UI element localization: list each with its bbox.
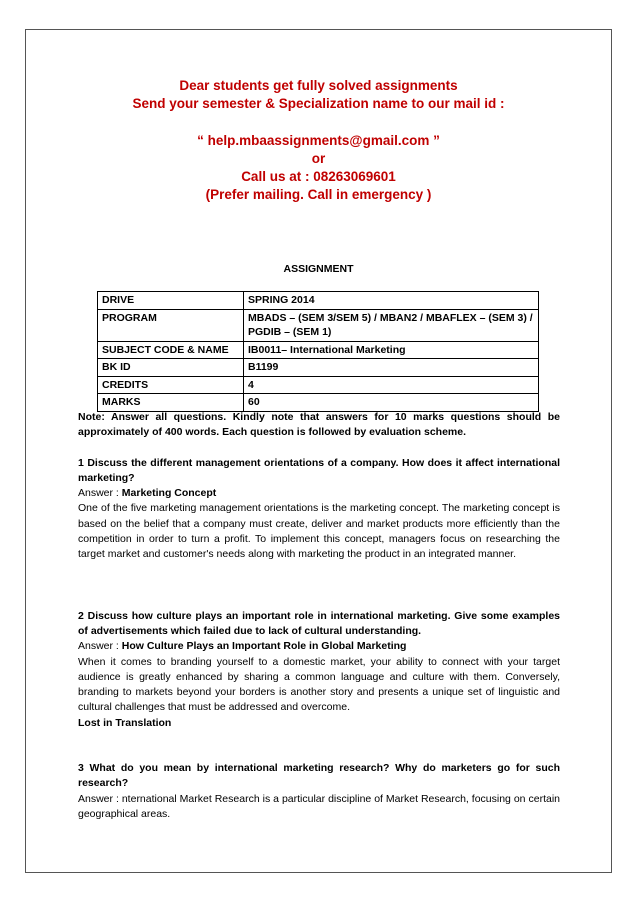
table-row	[98, 394, 539, 412]
row-key: MARKS	[98, 394, 244, 412]
table-row	[98, 376, 539, 394]
answer-2-text: When it comes to branding yourself to a domestic market, your ability to connect with your target audience is greatly enhanced by sharing a common language and culture with them. Conversely, branding to markets beyond your borders is another story and presents a unique set of linguistic and cultural challenges that must be addressed and overcome.	[78, 655, 560, 714]
row-value: MBADS – (SEM 3/SEM 5) / MBAN2 / MBAFLEX – (SEM 3) / PGDIB – (SEM 1)	[244, 309, 539, 341]
answer-2-heading	[78, 639, 560, 654]
question-2: 2 Discuss how culture plays an important role in international marketing. Give some examples of advertisements which failed due to lack of cultural understanding.	[78, 609, 560, 637]
question-1: 1 Discuss the different management orientations of a company. How does it affect international marketing?	[78, 456, 560, 484]
assignment-title: ASSIGNMENT	[283, 263, 354, 275]
row-value: 4	[244, 376, 539, 394]
assignment-info-table	[97, 291, 539, 412]
answer-1-heading	[78, 486, 560, 501]
row-value: IB0011– International Marketing	[244, 341, 539, 359]
answer-title: How Culture Plays an Important Role in Global Marketing	[121, 640, 407, 653]
contact-header	[25, 77, 612, 205]
answer-1-text: One of the five marketing management orientations is the marketing concept. The marketing concept is based on the belief that a company must create, deliver and market products more efficiently than the competition in order to turn a profit. To implement this concept, managers focus on researching the target market and customer's needs along with marketing the product in an integrated manner.	[78, 502, 560, 561]
answer-title: Marketing Concept	[121, 487, 217, 500]
answer-3-text	[78, 792, 560, 823]
row-key: DRIVE	[98, 292, 244, 310]
header-line-1: Dear students get fully solved assignments	[179, 78, 458, 93]
row-key: SUBJECT CODE & NAME	[98, 341, 244, 359]
row-value: SPRING 2014	[244, 292, 539, 310]
contact-preference: (Prefer mailing. Call in emergency )	[205, 187, 432, 203]
note: Note: Answer all questions. Kindly note that answers for 10 marks questions should be approximately of 400 words. Each question is followed by evaluation scheme.	[78, 411, 560, 439]
row-key: PROGRAM	[98, 309, 244, 341]
question-3: 3 What do you mean by international marketing research? Why do marketers go for such research?	[78, 762, 560, 790]
table-row	[98, 359, 539, 377]
row-key: BK ID	[98, 359, 244, 377]
answer-2-subheading: Lost in Translation	[78, 716, 172, 729]
row-key: CREDITS	[98, 376, 244, 394]
answer-label: Answer :	[78, 640, 122, 653]
header-line-2: Send your semester & Specialization name to our mail id :	[132, 96, 505, 112]
answer-label: Answer :	[78, 792, 122, 805]
row-value: B1199	[244, 359, 539, 377]
table-row	[98, 292, 539, 310]
row-value: 60	[244, 394, 539, 412]
contact-phone: Call us at : 08263069601	[241, 169, 396, 185]
assignment-content	[78, 410, 560, 822]
header-or: or	[311, 150, 326, 166]
table-row	[98, 309, 539, 341]
contact-email: “ help.mbaassignments@gmail.com ”	[197, 132, 440, 148]
answer-label: Answer :	[78, 487, 122, 500]
table-row	[98, 341, 539, 359]
answer-body: nternational Market Research is a particular discipline of Market Research, focusing on certain geographical areas.	[78, 792, 560, 820]
